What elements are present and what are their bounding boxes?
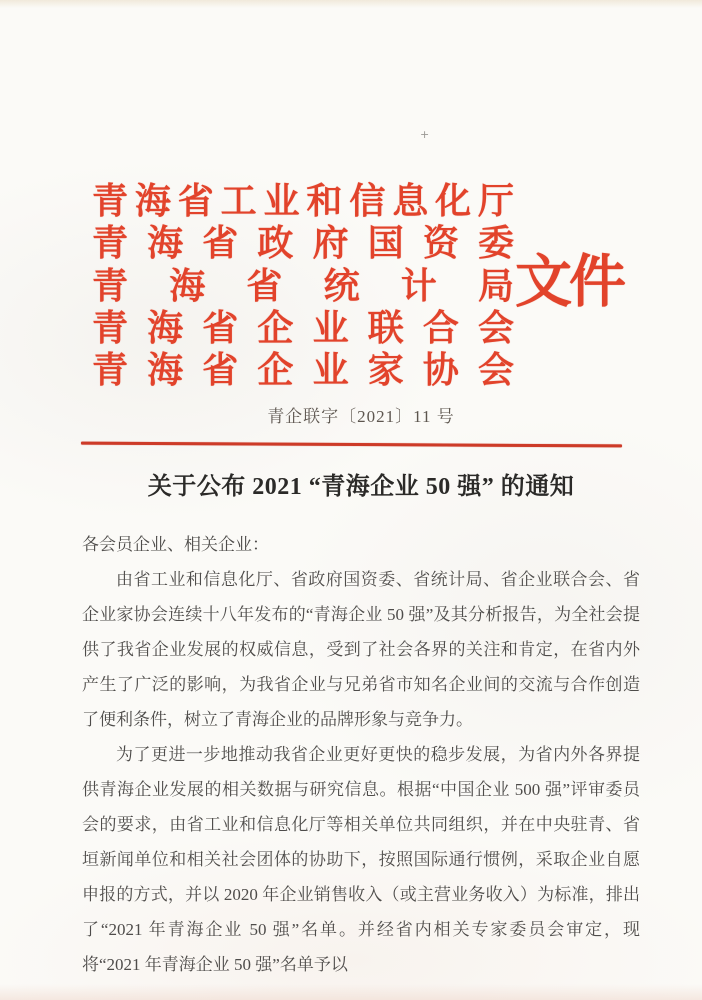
document-body bbox=[82, 527, 640, 982]
paragraph-2: 为了更进一步地推动我省企业更好更快的稳步发展，为省内外各界提供青海企业发展的相关数据与研究信息。根据“中国企业 500 强”评审委员会的要求，由省工业和信息化厅等相关单位共同组织，并在中央驻青、省垣新闻单位和相关社会团体的协助下，按照国际通行惯例，采取企业自愿申报的方式，并以 2020 年企业销售收入（或主营业务收入）为标准，排出了“2021 年青海企业 50 强”名单。并经省内相关专家委员会审定，现将“2021 年青海企业 50 强”名单予以 bbox=[82, 745, 640, 974]
document-number: 青企联字〔2021〕11 号 bbox=[267, 407, 455, 426]
document-title: 关于公布 2021 “青海企业 50 强” 的通知 bbox=[147, 474, 575, 500]
issuer-name: 青海省工业和信息化厅 bbox=[92, 181, 514, 221]
scan-registration-mark: + bbox=[420, 128, 430, 141]
issuer-name: 青海省企业家协会 bbox=[92, 350, 514, 391]
issuer-name: 青海省政府国资委 bbox=[92, 223, 514, 264]
letterhead-issuers bbox=[92, 180, 514, 391]
red-divider-line bbox=[81, 442, 622, 448]
paragraph-1: 由省工业和信息化厅、省政府国资委、省统计局、省企业联合会、省企业家协会连续十八年发布的“青海企业 50 强”及其分析报告，为全社会提供了我省企业发展的权威信息，受到了社会各界的关注和肯定，在省内外产生了广泛的影响，为我省企业与兄弟省市知名企业间的交流与合作创造了便利条件，树立了青海企业的品牌形象与竞争力。 bbox=[82, 570, 640, 729]
issuer-name: 青海省统计局 bbox=[92, 265, 514, 306]
letterhead-document-word: 文件 bbox=[515, 251, 623, 314]
salutation: 各会员企业、相关企业： bbox=[82, 535, 269, 554]
issuer-name: 青海省企业联合会 bbox=[92, 307, 514, 348]
